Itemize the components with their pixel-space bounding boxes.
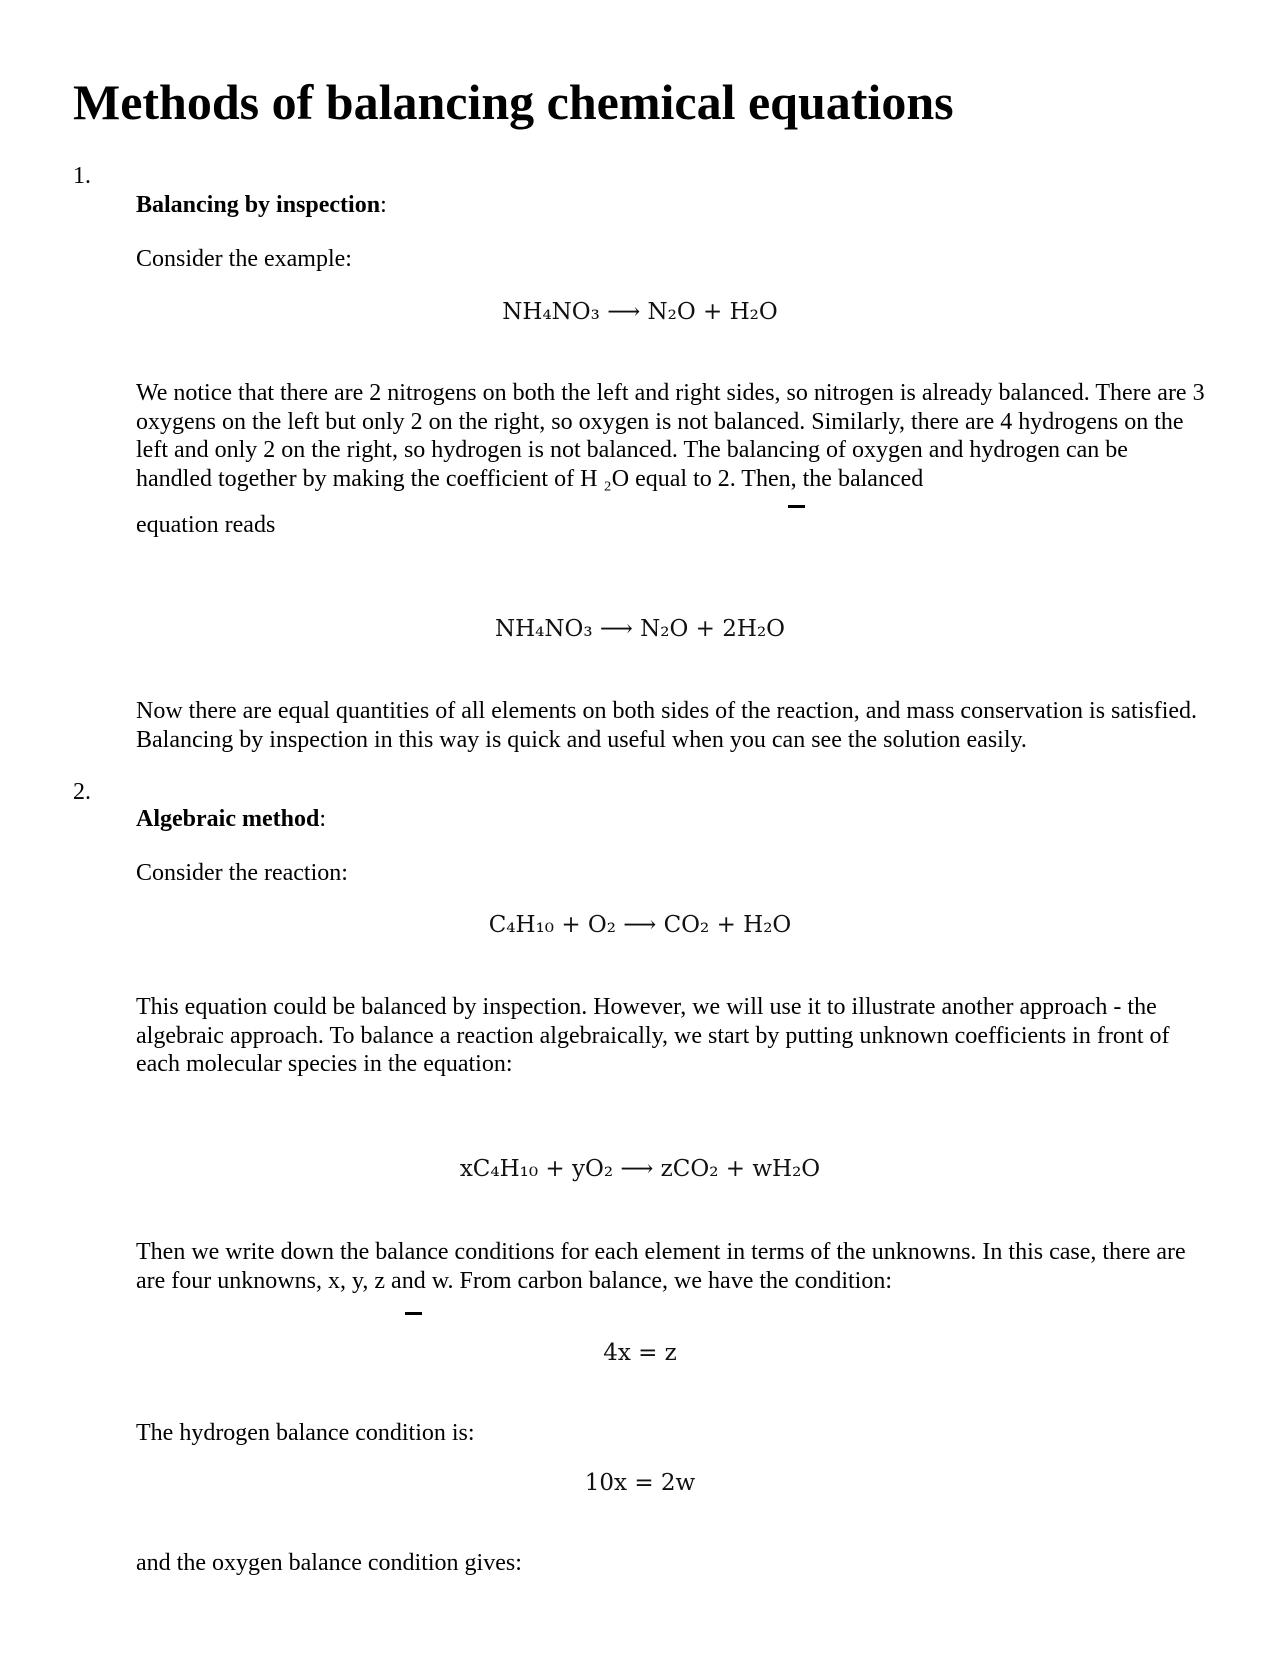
- section-heading-text: Algebraic method: [136, 806, 320, 832]
- equation-text: xC₄H₁₀ + yO₂ ⟶ zCO₂ + wH₂O: [459, 1156, 821, 1182]
- equation-text: NH₄NO₃ ⟶ N₂O + H₂O: [502, 299, 778, 325]
- chemical-equation: [0, 297, 1280, 327]
- section-heading: [136, 190, 387, 220]
- heading-colon: :: [380, 192, 387, 218]
- heading-colon: :: [319, 806, 326, 832]
- paragraph-continuation: equation reads: [136, 512, 276, 538]
- condition-text: 10x = 2w: [584, 1470, 696, 1496]
- section-heading: [136, 804, 326, 834]
- paragraph: Now there are equal quantities of all elements on both sides of the reaction, and mass conservation is satisfied. Balancing by inspection in this way is quick and useful when you can see the solution easily.: [136, 698, 1198, 753]
- math-condition: [0, 1468, 1280, 1498]
- overbar-mark: [788, 505, 805, 508]
- intro-text: Consider the reaction:: [136, 860, 348, 886]
- intro-text: and the oxygen balance condition gives:: [136, 1550, 522, 1576]
- equation-text: C₄H₁₀ + O₂ ⟶ CO₂ + H₂O: [488, 912, 792, 938]
- condition-text: 4x = z: [603, 1340, 677, 1366]
- overbar-mark: [405, 1312, 422, 1315]
- paragraph: We notice that there are 2 nitrogens on both the left and right sides, so nitrogen is already balanced. There are 3 oxygens on the left but only 2 on the right, so oxygen is not balanced. Similarly, there are 4 hydrogens on the left and only 2 on the right, so hydrogen is not balanced. The balancing of oxygen and hydrogen can be handled together by making the coefficient of H ₂O equal to 2. Then, the balanced: [136, 380, 1205, 492]
- section-heading-text: Balancing by inspection: [136, 192, 381, 218]
- paragraph: This equation could be balanced by inspection. However, we will use it to illustrate another approach - the algebraic approach. To balance a reaction algebraically, we start by putting unknown coefficients in front of each molecular species in the equation:: [136, 994, 1170, 1077]
- chemical-equation: [0, 1154, 1280, 1184]
- math-condition: [0, 1338, 1280, 1368]
- chemical-equation: [0, 614, 1280, 644]
- section-number: 1.: [73, 163, 91, 189]
- section-number: 2.: [73, 779, 91, 805]
- intro-text: The hydrogen balance condition is:: [136, 1420, 475, 1446]
- equation-text: NH₄NO₃ ⟶ N₂O + 2H₂O: [494, 616, 786, 642]
- page-title: Methods of balancing chemical equations: [73, 74, 954, 130]
- chemical-equation: [0, 910, 1280, 940]
- paragraph: Then we write down the balance conditions for each element in terms of the unknowns. In this case, there are are four unknowns, x, y, z and w. From carbon balance, we have the condition:: [136, 1239, 1186, 1294]
- intro-text: Consider the example:: [136, 246, 352, 272]
